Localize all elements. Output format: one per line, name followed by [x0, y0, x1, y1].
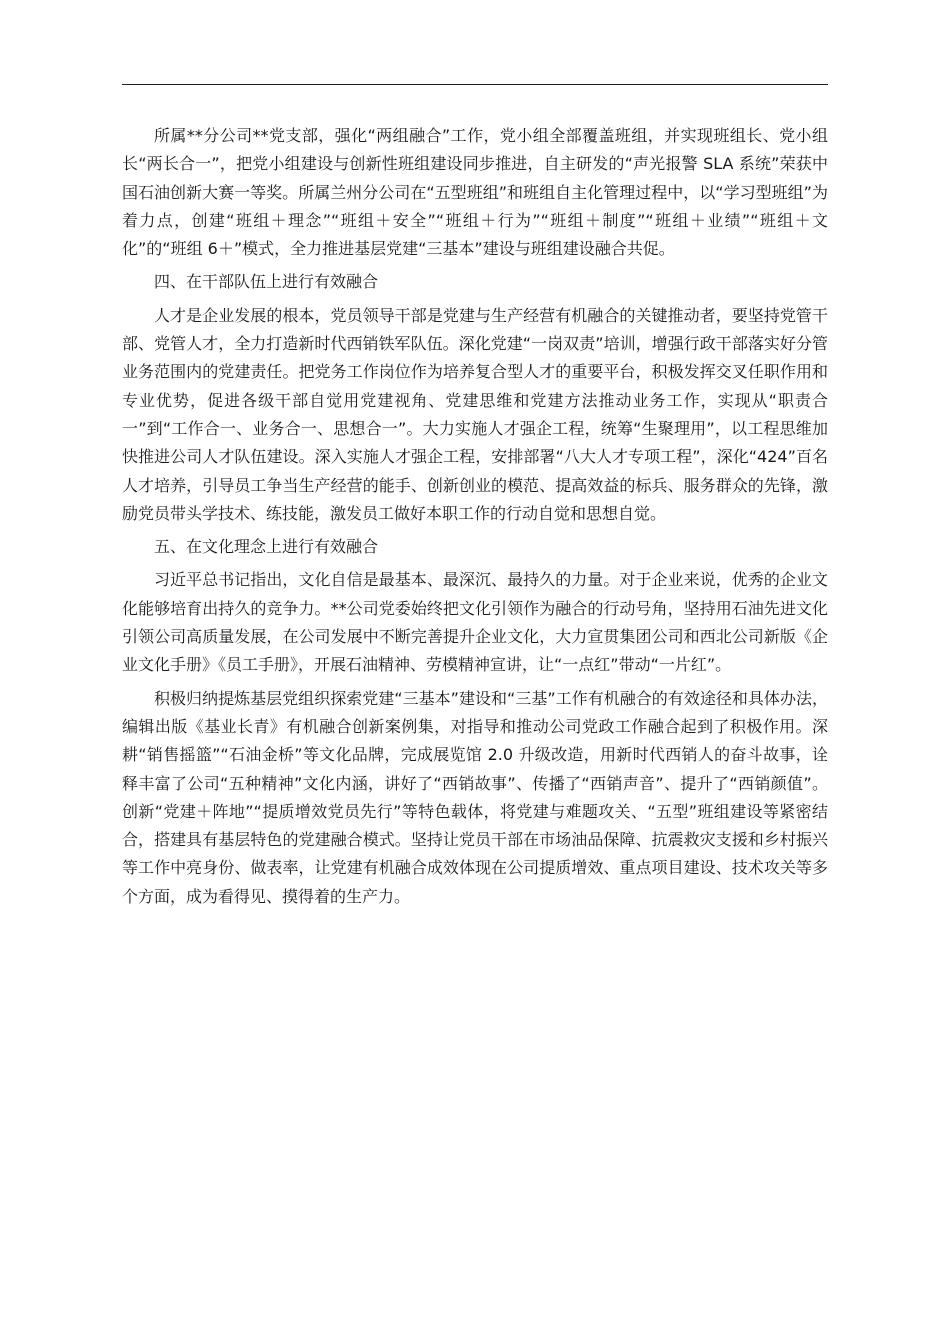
paragraph-culture-practice: 积极归纳提炼基层党组织探索党建“三基本”建设和“三基”工作有机融合的有效途径和具体办法，编辑出版《基业长青》有机融合创新案例集，对指导和推动公司党政工作融合起到了积极作用。深耕“销售摇篮”“石油金桥”等文化品牌，完成展览馆 2.0 升级改造，用新时代西销人的奋斗故事，诠释丰富了公司“五种精神”文化内涵，讲好了“西销故事”、传播了“西销声音”、提升了“西销颜值”。创新“党建＋阵地”“提质增效党员先行”等特色载体，将党建与难题攻关、“五型”班组建设等紧密结合，搭建具有基层特色的党建融合模式。坚持让党员干部在市场油品保障、抗震救灾支援和乡村振兴等工作中亮身份、做表率，让党建有机融合成效体现在公司提质增效、重点项目建设、技术攻关等多个方面，成为看得见、摸得着的生产力。 [122, 688, 828, 906]
section-heading-culture: 五、在文化理念上进行有效融合 [154, 537, 379, 557]
section-heading-cadre: 四、在干部队伍上进行有效融合 [154, 272, 379, 292]
header-rule [122, 84, 828, 85]
paragraph-culture: 习近平总书记指出，文化自信是最基本、最深沉、最持久的力量。对于企业来说，优秀的企业文化能够培育出持久的竞争力。**公司党委始终把文化引领作为融合的行动号角，坚持用石油先进文化引领公司高质量发展，在公司发展中不断完善提升企业文化，大力宣贯集团公司和西北公司新版《企业文化手册》《员工手册》，开展石油精神、劳模精神宣讲，让“一点红”带动“一片红”。 [122, 570, 828, 675]
paragraph-team-integration: 所属**分公司**党支部，强化“两组融合”工作，党小组全部覆盖班组，并实现班组长、党小组长“两长合一”，把党小组建设与创新性班组建设同步推进，自主研发的“声光报警 SLA 系统”荣获中国石油创新大赛一等奖。所属兰州分公司在“五型班组”和班组自主化管理过程中，以“学习型班组”为着力点，创建“班组＋理念”“班组＋安全”“班组＋行为”“班组＋制度”“班组＋业绩”“班组＋文化”的“班组 6＋”模式，全力推进基层党建“三基本”建设与班组建设融合共促。 [122, 126, 828, 259]
paragraph-cadre: 人才是企业发展的根本，党员领导干部是党建与生产经营有机融合的关键推动者，要坚持党管干部、党管人才，全力打造新时代西销铁军队伍。深化党建“一岗双责”培训，增强行政干部落实好分管业务范围内的党建责任。把党务工作岗位作为培养复合型人才的重要平台，积极发挥交叉任职作用和专业优势，促进各级干部自觉用党建视角、党建思维和党建方法推动业务工作，实现从“职责合一”到“工作合一、业务合一、思想合一”。大力实施人才强企工程，统筹“生聚理用”，以工程思维加快推进公司人才队伍建设。深入实施人才强企工程，安排部署“八大人才专项工程”，深化“424”百名人才培养，引导员工争当生产经营的能手、创新创业的模范、提高效益的标兵、服务群众的先锋，激励党员带头学技术、练技能，激发员工做好本职工作的行动自觉和思想自觉。 [122, 305, 828, 523]
document-body [122, 122, 828, 916]
